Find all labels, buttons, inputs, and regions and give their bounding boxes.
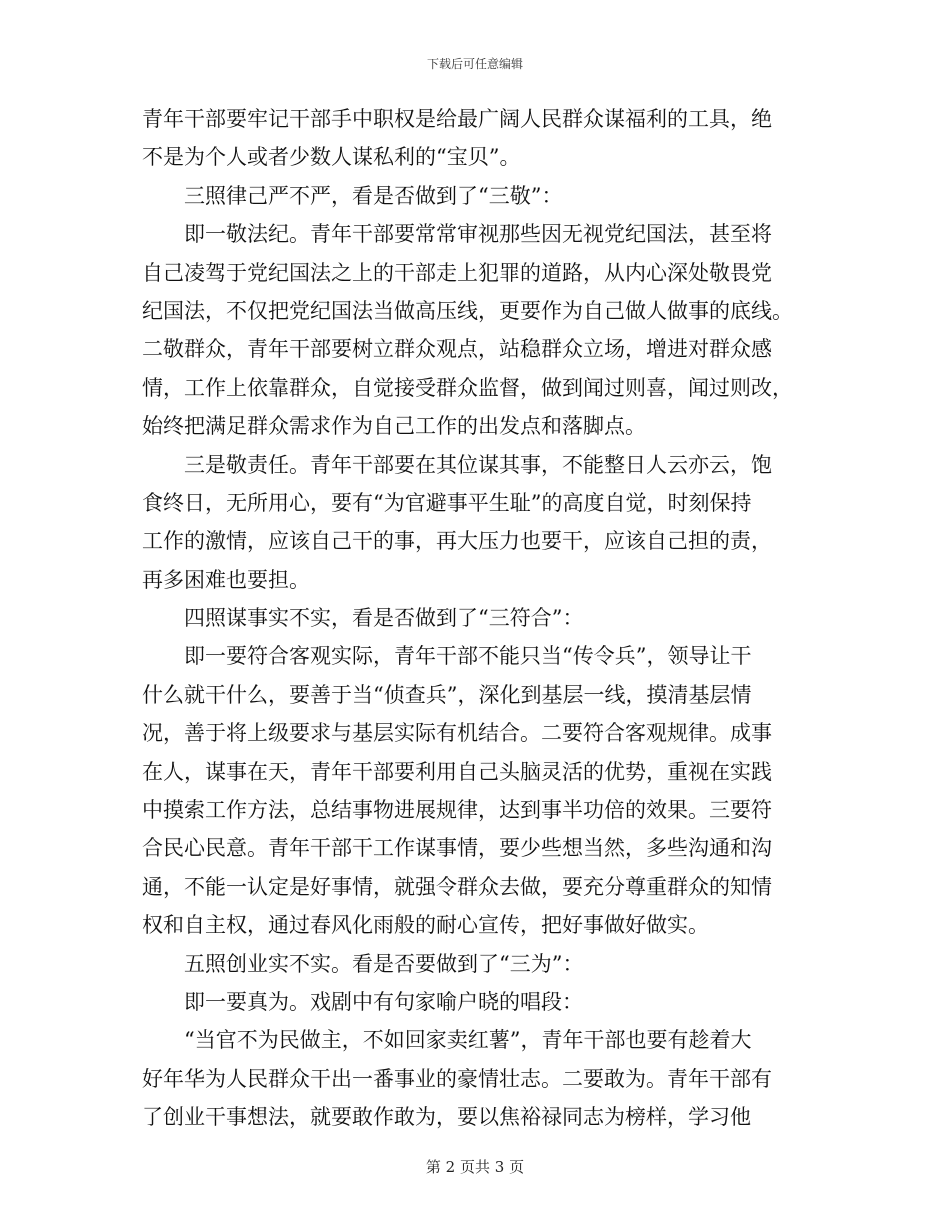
text-line: 权和自主权，通过春风化雨般的耐心宣传，把好事做好做实。 bbox=[142, 913, 709, 938]
text-line: 再多困难也要担。 bbox=[142, 567, 310, 592]
page-number-footer: 第 2 页共 3 页 bbox=[425, 1158, 525, 1176]
paragraph-heading: 四照谋事实不实，看是否做到了“三符合”： bbox=[184, 606, 584, 631]
text-line: 即一要符合客观实际，青年干部不能只当“传令兵”，领导让干 bbox=[184, 644, 752, 669]
text-line: 即一要真为。戏剧中有句家喻户晓的唱段： bbox=[184, 989, 583, 1014]
text-line: 自己凌驾于党纪国法之上的干部走上犯罪的道路，从内心深处敬畏党 bbox=[142, 260, 772, 285]
page-header: 下载后可任意编辑 bbox=[426, 57, 523, 71]
document-body bbox=[142, 100, 812, 1137]
text-line: 在人，谋事在天，青年干部要利用自己头脑灵活的优势，重视在实践 bbox=[142, 759, 772, 784]
text-line: 纪国法，不仅把党纪国法当做高压线，更要作为自己做人做事的底线。 bbox=[142, 298, 793, 323]
text-line: 青年干部要牢记干部手中职权是给最广阔人民群众谋福利的工具，绝 bbox=[142, 107, 772, 131]
text-line: 情，工作上依靠群众，自觉接受群众监督，做到闻过则喜，闻过则改， bbox=[142, 375, 793, 400]
text-line: 三是敬责任。青年干部要在其位谋其事，不能整日人云亦云，饱 bbox=[184, 452, 772, 477]
text-line: 始终把满足群众需求作为自己工作的出发点和落脚点。 bbox=[142, 414, 646, 439]
text-line: 不是为个人或者少数人谋私利的“宝贝”。 bbox=[142, 145, 521, 170]
paragraph-heading: 五照创业实不实。看是否要做到了“三为”： bbox=[184, 951, 584, 976]
text-line: “当官不为民做主，不如回家卖红薯”，青年干部也要有趁着大 bbox=[184, 1028, 752, 1053]
text-line: 即一敬法纪。青年干部要常常审视那些因无视党纪国法，甚至将 bbox=[184, 222, 772, 247]
text-line: 工作的激情，应该自己干的事，再大压力也要干，应该自己担的责， bbox=[142, 529, 772, 554]
text-line: 况，善于将上级要求与基层实际有机结合。二要符合客观规律。成事 bbox=[142, 721, 772, 746]
paragraph-heading: 三照律己严不严，看是否做到了“三敬”： bbox=[184, 183, 563, 208]
text-line: 食终日，无所用心，要有“为官避事平生耻”的高度自觉，时刻保持 bbox=[142, 490, 752, 515]
text-line: 合民心民意。青年干部干工作谋事情，要少些想当然，多些沟通和沟 bbox=[142, 836, 772, 861]
text-line: 通，不能一认定是好事情，就强令群众去做，要充分尊重群众的知情 bbox=[142, 874, 772, 899]
text-line: 什么就干什么，要善于当“侦查兵”，深化到基层一线，摸清基层情 bbox=[142, 682, 752, 707]
text-line: 二敬群众，青年干部要树立群众观点，站稳群众立场，增进对群众感 bbox=[142, 337, 772, 362]
text-line: 了创业干事想法，就要敢作敢为，要以焦裕禄同志为榜样，学习他 bbox=[142, 1105, 751, 1130]
text-line: 中摸索工作方法，总结事物进展规律，达到事半功倍的效果。三要符 bbox=[142, 798, 772, 823]
text-line: 好年华为人民群众干出一番事业的豪情壮志。二要敢为。青年干部有 bbox=[142, 1066, 772, 1091]
